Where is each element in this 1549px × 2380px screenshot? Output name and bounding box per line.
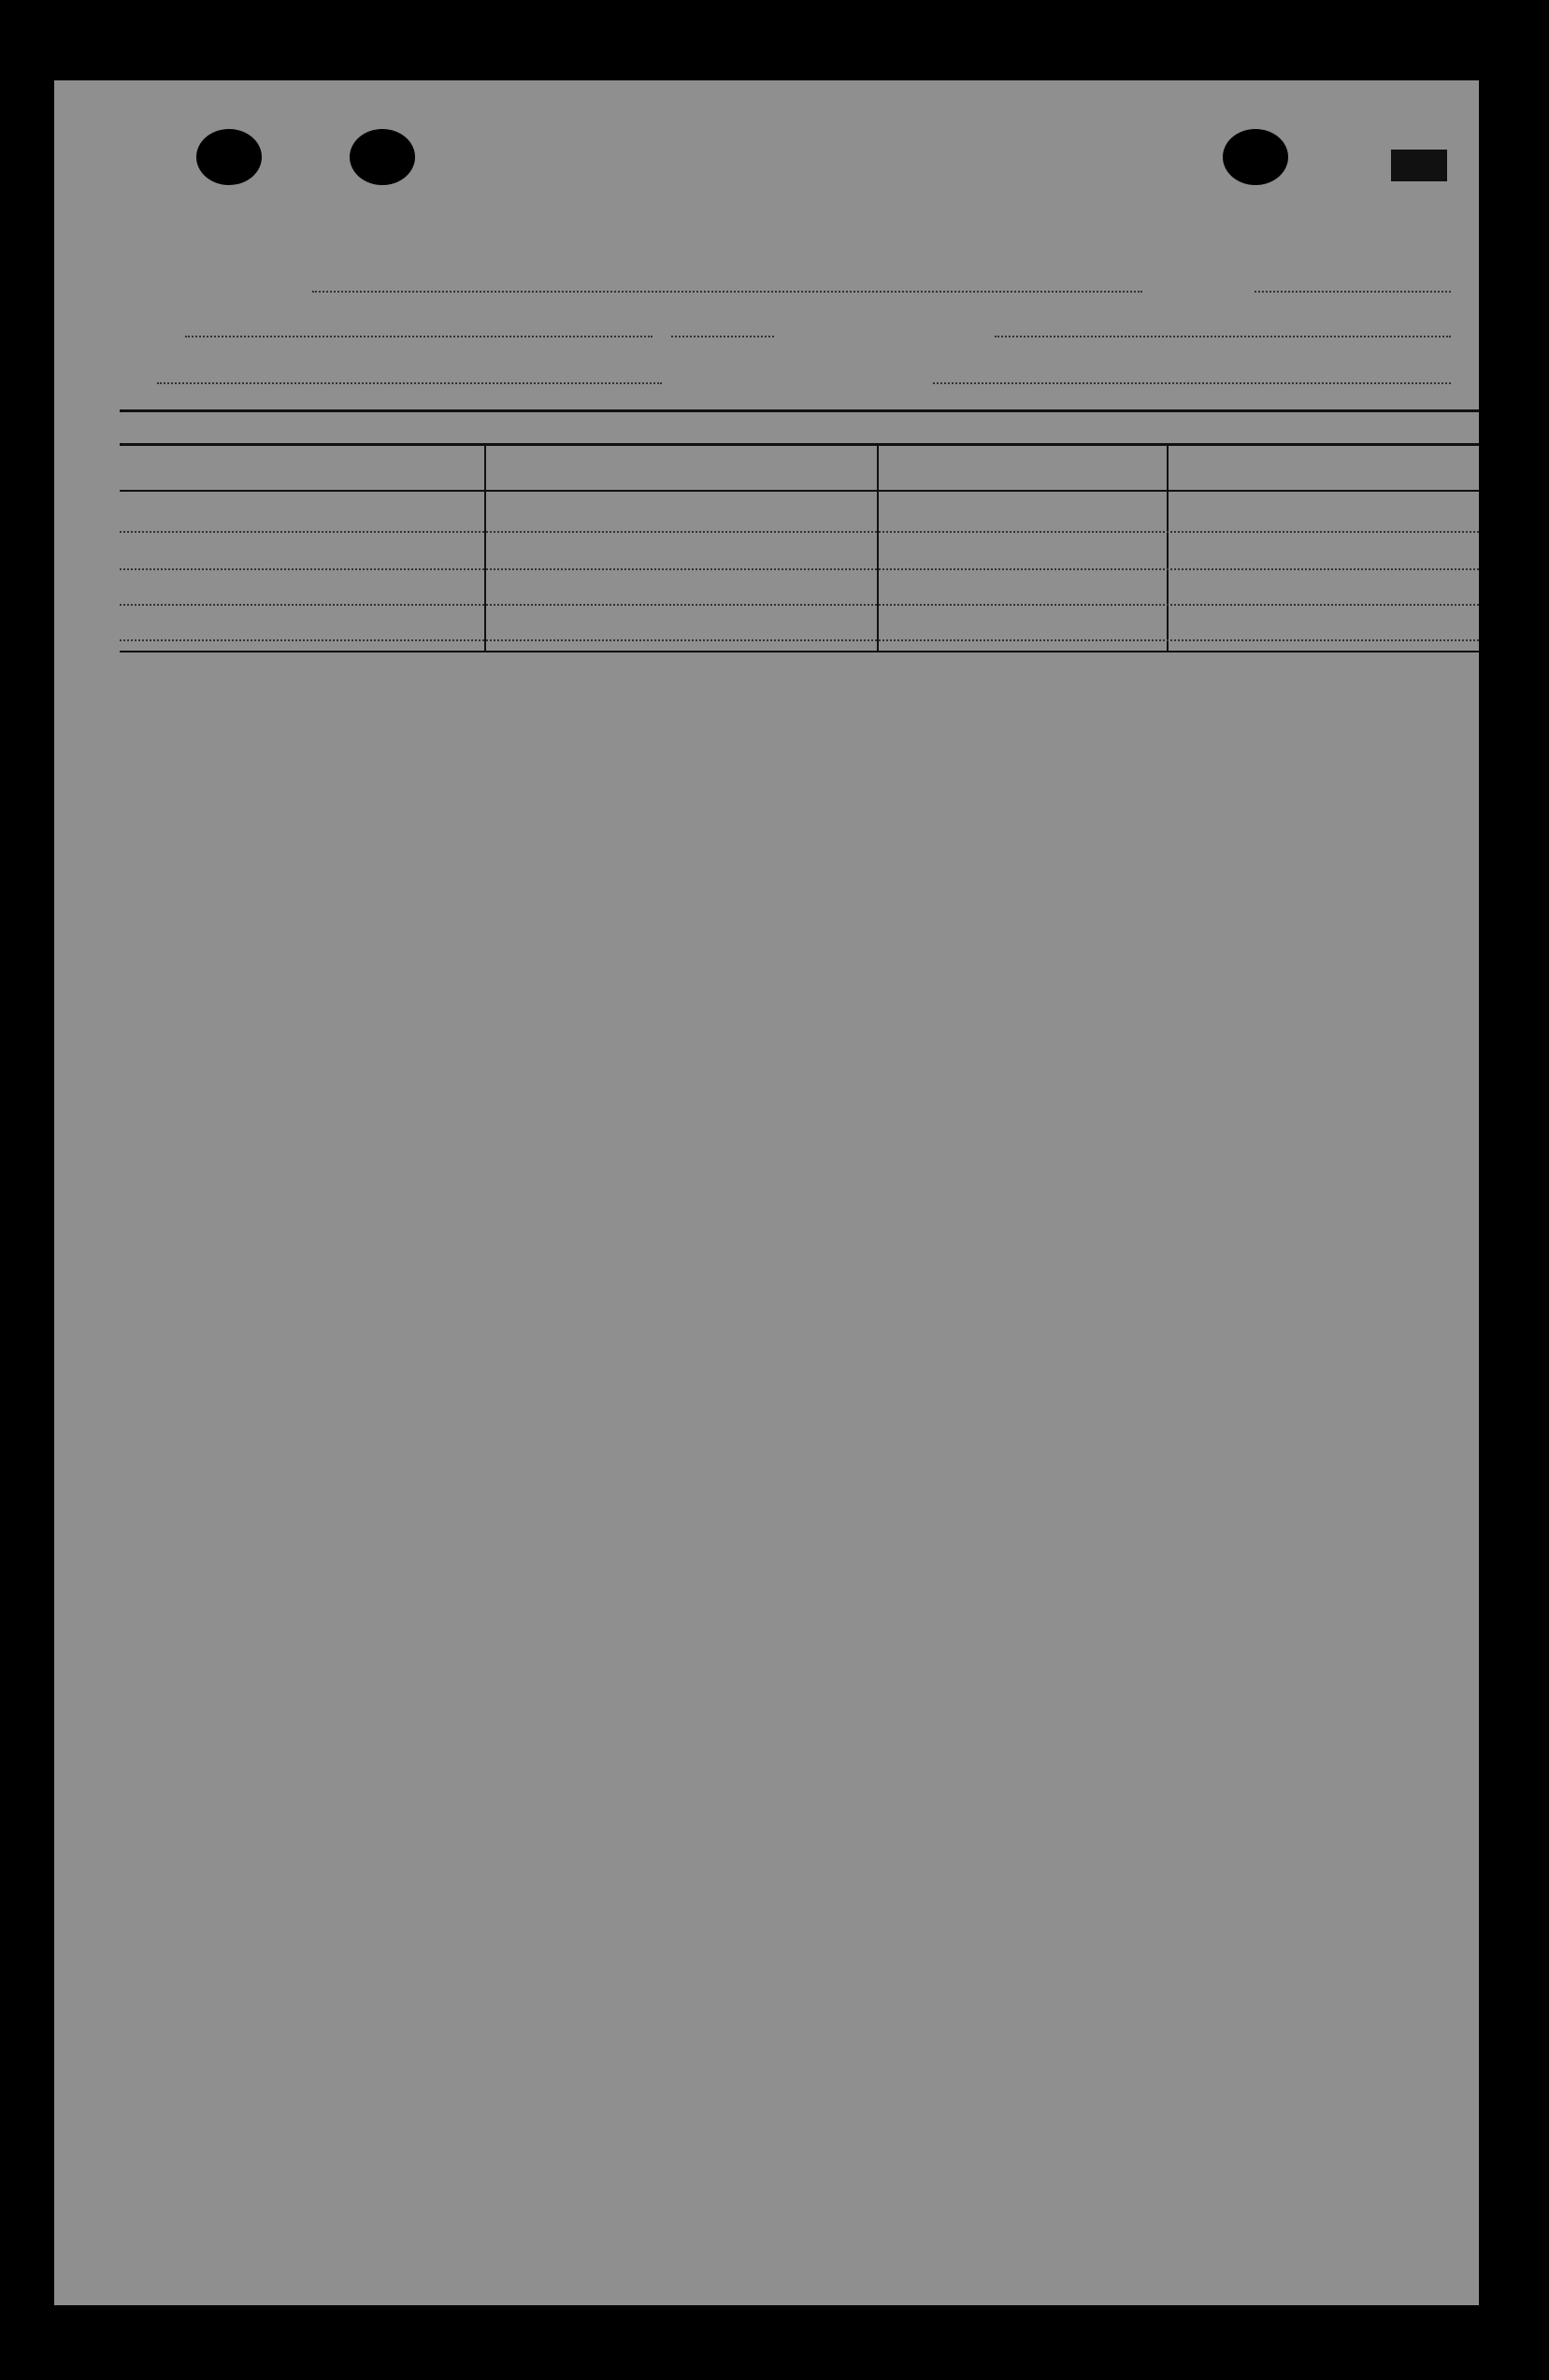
clearance-line <box>995 336 1451 337</box>
tons-line <box>671 336 774 337</box>
declaration-sheet <box>54 80 1479 2305</box>
flight-line <box>1255 291 1451 293</box>
row-line <box>120 568 1479 570</box>
divider <box>120 409 1479 412</box>
punch-hole <box>196 129 262 185</box>
col-divider <box>877 445 879 651</box>
row-line <box>120 639 1479 641</box>
punch-hole <box>350 129 415 185</box>
row-line <box>120 604 1479 606</box>
col-divider <box>1167 445 1169 651</box>
punch-hole <box>1223 129 1288 185</box>
entry-line <box>933 382 1451 384</box>
divider <box>120 490 1479 492</box>
owner-line <box>312 291 1142 293</box>
divider <box>120 443 1479 446</box>
aircraft-line <box>185 336 653 337</box>
row-line <box>120 531 1479 533</box>
divider <box>120 651 1479 652</box>
customs-no-stamp <box>1391 150 1447 181</box>
col-divider <box>484 445 486 651</box>
date-line <box>157 382 662 384</box>
